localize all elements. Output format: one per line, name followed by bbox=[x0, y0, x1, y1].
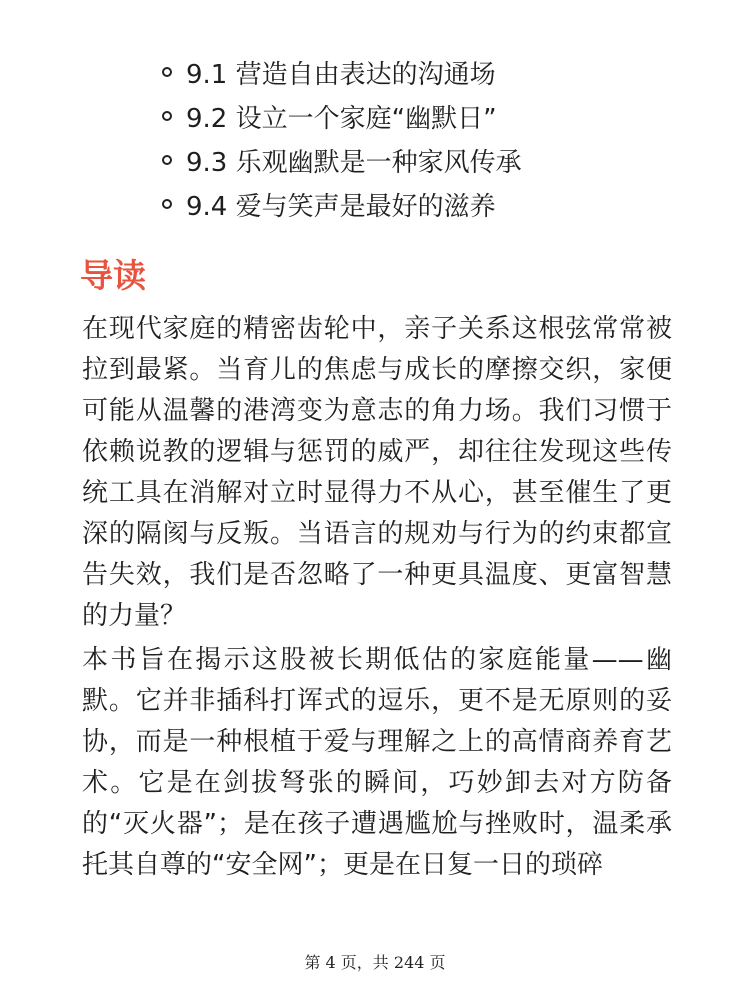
paragraph: 本书旨在揭示这股被长期低估的家庭能量——幽默。它并非插科打诨式的逗乐，更不是无原则的妥协，而是一种根植于爱与理解之上的高情商养育艺术。它是在剑拔弩张的瞬间，巧妙卸去对方防备的“灭火器”；是在孩子遭遇尴尬与挫败时，温柔承托其自尊的“安全网”；更是在日复一日的琐碎 bbox=[82, 645, 672, 880]
section-heading: 导读 bbox=[80, 256, 146, 295]
toc-item-label: 9.3 乐观幽默是一种家风传承 bbox=[186, 147, 522, 178]
page-number-footer: 第 4 页，共 244 页 bbox=[304, 953, 446, 972]
toc-item-label: 9.2 设立一个家庭“幽默日” bbox=[186, 103, 497, 134]
toc-item-label: 9.4 爱与笑声是最好的滋养 bbox=[186, 191, 496, 222]
toc-item-label: 9.1 营造自由表达的沟通场 bbox=[186, 59, 496, 90]
toc-list bbox=[162, 50, 522, 226]
circle-bullet-icon bbox=[162, 67, 172, 77]
paragraph: 在现代家庭的精密齿轮中，亲子关系这根弦常常被拉到最紧。当育儿的焦虑与成长的摩擦交织，家便可能从温馨的港湾变为意志的角力场。我们习惯于依赖说教的逻辑与惩罚的威严，却往往发现这些传统工具在消解对立时显得力不从心，甚至催生了更深的隔阂与反叛。当语言的规劝与行为的约束都宣告失效，我们是否忽略了一种更具温度、更富智慧的力量？ bbox=[82, 314, 672, 631]
toc-item[interactable] bbox=[162, 94, 522, 138]
toc-item[interactable] bbox=[162, 50, 522, 94]
toc-item[interactable] bbox=[162, 138, 522, 182]
circle-bullet-icon bbox=[162, 111, 172, 121]
circle-bullet-icon bbox=[162, 199, 172, 209]
circle-bullet-icon bbox=[162, 155, 172, 165]
toc-item[interactable] bbox=[162, 182, 522, 226]
